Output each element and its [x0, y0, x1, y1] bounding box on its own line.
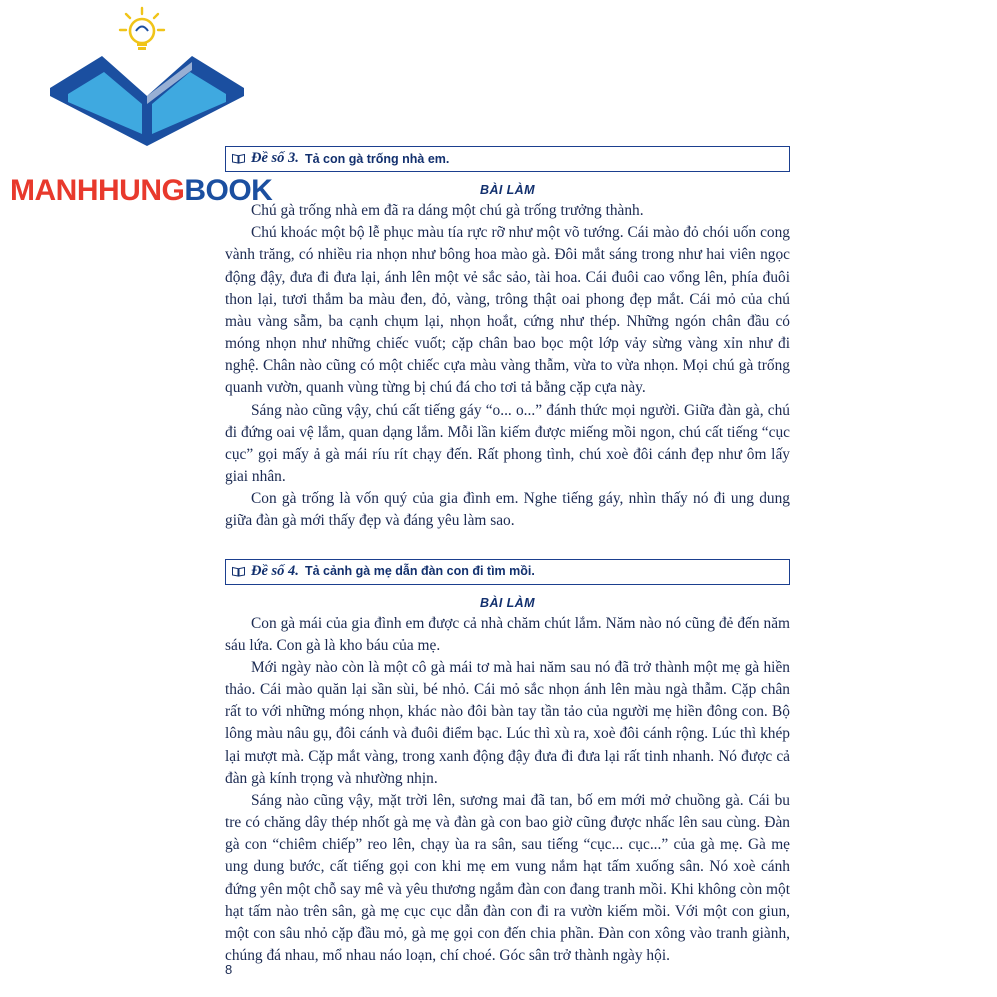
lightbulb-icon: [116, 6, 168, 58]
section-heading-balam-1: BÀI LÀM: [480, 183, 535, 197]
paragraph: Mới ngày nào còn là một cô gà mái tơ mà hai năm sau nó đã trở thành một mẹ gà hiền thảo. Cái mào quăn lại sần sùi, bé nhỏ. Cái mỏ sắc nhọn ánh lên màu ngà thẫm. Cặp chân rất to với những móng nhọn, khác nào đôi bàn tay tần tảo của người mẹ hiền đông con. Bộ lông màu nâu gụ, đôi cánh và đuôi điểm bạc. Lúc thì xù ra, xoè đôi cánh rộng. Lúc thì khép lại mượt mà. Cặp mắt vàng, trong xanh động đậy đưa đi đưa lại rất tinh nhanh. Nó được cả đàn gà kính trọng và nhường nhịn.: [225, 658, 790, 787]
topic-number: Đề số 3.: [251, 150, 299, 166]
open-book-icon: [42, 50, 252, 150]
paragraph: Chú gà trống nhà em đã ra dáng một chú gà trống trưởng thành.: [251, 202, 644, 219]
book-icon: [232, 153, 245, 164]
topic-number: Đề số 4.: [251, 562, 299, 579]
topic-bar-3: [225, 146, 790, 172]
section-body-1: [225, 200, 790, 533]
brand-text-part3: BOOK: [184, 174, 273, 207]
document-page: [225, 0, 790, 997]
paragraph: Sáng nào cũng vậy, mặt trời lên, sương mai đã tan, bố em mới mở chuồng gà. Cái bu tre có chăng dây thép nhốt gà mẹ và đàn gà con bao giờ cũng được nhấc lên sau cùng. Đàn gà con “chiêm chiếp” reo lên, chạy ùa ra sân, sau tiếng “cục... cục...” của gà mẹ. Gà mẹ ung dung bước, cất tiếng gọi con khi mẹ em vung nắm hạt tấm xuống sân. Nó xoè cánh đứng yên một chỗ say mê và yêu thương ngắm đàn con đang tranh mồi. Khi không còn một hạt tấm nào trên sân, gà mẹ cục cục dẫn đàn con đi ra vườn kiếm mồi. Với một con giun, một con sâu nhỏ cặp đầu mỏ, gà mẹ gọi con đến chia phần. Đàn con xông vào tranh giành, chúng đá nhau, mổ nhau náo loạn, chí choé. Góc sân trở thành ngày hội.: [225, 791, 790, 965]
section-body-2: [225, 613, 790, 968]
paragraph: Con gà mái của gia đình em được cả nhà chăm chút lắm. Năm nào nó cũng đẻ đến năm sáu lứa. Con gà là kho báu của mẹ.: [225, 614, 790, 654]
book-icon: [232, 566, 245, 577]
topic-title: Tả cảnh gà mẹ dẫn đàn con đi tìm mồi.: [304, 564, 535, 579]
brand-text-part2: HUNG: [98, 174, 185, 207]
paragraph: Chú khoác một bộ lễ phục màu tía rực rỡ như một võ tướng. Cái mào đỏ chói uốn cong vành trăng, có nhiều ria nhọn như bông hoa mào gà. Đôi mắt sáng trong như hai viên ngọc động đậy, đưa đi đưa lại, ánh lên một vẻ sắc sảo, tài hoa. Cái đuôi cao vổng lên, phía đuôi thon lại, tươi thắm ba màu đen, đỏ, vàng, trông thật oai phong đẹp mắt. Cái mỏ của chú màu vàng sẫm, ba cạnh chụm lại, nhọn hoắt, cứng như thép. Những ngón chân đầu có móng nhọn như những chiếc vuốt; cặp chân bao bọc một lớp vảy sừng vàng xỉn như đi nghệ. Chân nào cũng có một chiếc cựa màu vàng thẫm, vừa to vừa nhọn. Mọi chú gà trống quanh vườn, quanh vùng từng bị chú đá cho tơi tả bằng cặp cựa này.: [225, 224, 790, 397]
section-heading-balam-2: BÀI LÀM: [480, 595, 535, 610]
topic-title: Tả con gà trống nhà em.: [304, 151, 450, 166]
brand-text-part1: MANH: [10, 174, 98, 207]
topic-bar-4: [225, 559, 790, 585]
paragraph: Con gà trống là vốn quý của gia đình em. Nghe tiếng gáy, nhìn thấy nó đi ung dung giữa đàn gà mới thấy đẹp và đáng yêu làm sao.: [225, 490, 790, 530]
paragraph: Sáng nào cũng vậy, chú cất tiếng gáy “o... o...” đánh thức mọi người. Giữa đàn gà, chú đi đứng oai vệ lắm, quan dạng lắm. Mỗi lần kiếm được miếng mồi ngon, chú cất tiếng “cục cục” gọi mấy ả gà mái ríu rít chạy đến. Rất phong tình, chú xoè đôi cánh đẹp như ôm lấy giai nhân.: [225, 401, 790, 486]
page-number: 8: [225, 962, 233, 977]
